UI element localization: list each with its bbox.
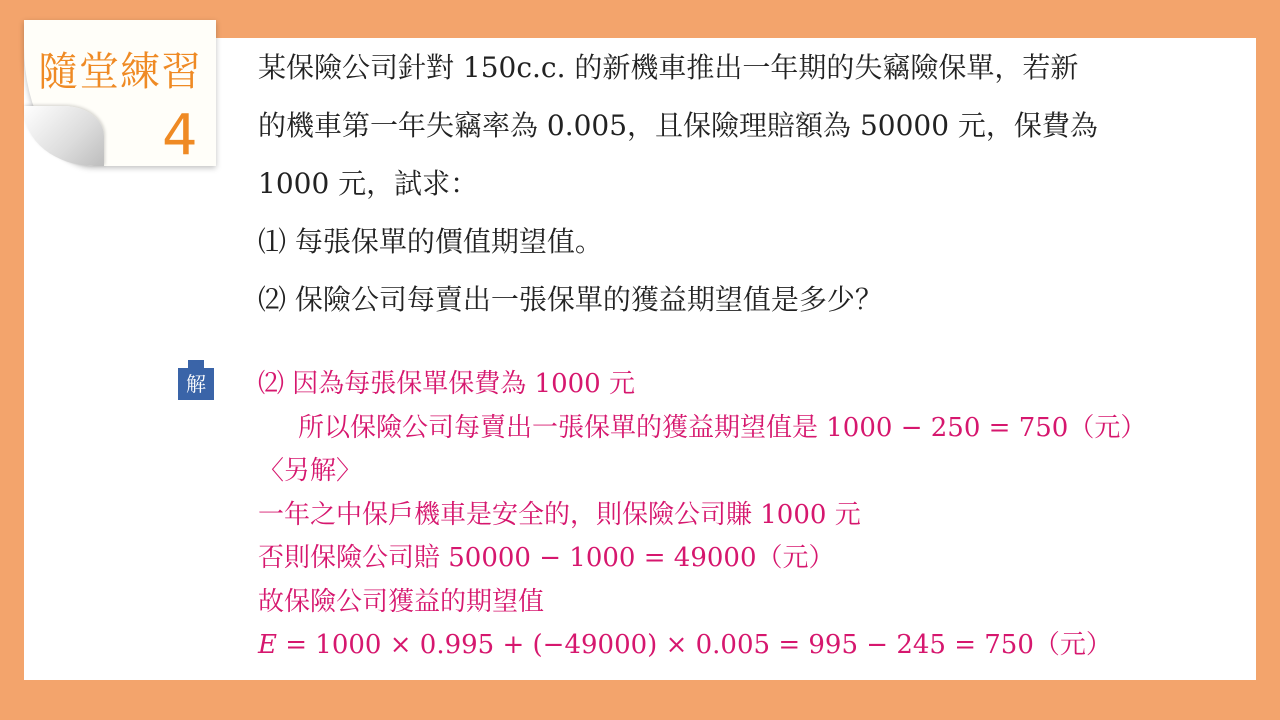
formula-variable: E — [258, 630, 277, 660]
solution-line: 所以保險公司每賣出一張保單的獲益期望值是 1000 − 250 = 750（元） — [298, 412, 1147, 443]
solution-line: 故保險公司獲益的期望值 — [258, 586, 545, 617]
badge-title: 隨堂練習 — [38, 49, 202, 95]
badge-number: 4 — [162, 103, 198, 168]
solution-text — [258, 364, 1238, 669]
question-part-2: ⑵ 保險公司每賣出一張保單的獲益期望值是多少？ — [258, 283, 883, 316]
question-line: 1000 元，試求： — [258, 167, 479, 200]
formula-expression: = 1000 × 0.995 + (−49000) × 0.005 = 995 − 245 = 750（元） — [276, 630, 1112, 660]
solution-icon-label: 解 — [178, 368, 214, 400]
expected-value-formula — [258, 625, 1238, 669]
question-line: 的機車第一年失竊率為 0.005，且保險理賠額為 50000 元，保費為 — [258, 109, 1098, 142]
solution-line: 一年之中保戶機車是安全的，則保險公司賺 1000 元 — [258, 499, 861, 530]
question-text — [258, 44, 1218, 334]
question-part-1: ⑴ 每張保單的價值期望值。 — [258, 225, 603, 258]
alternate-solution-heading: 〈另解〉 — [258, 456, 363, 486]
solution-icon-tab — [188, 360, 204, 368]
solution-icon — [178, 360, 216, 400]
practice-badge — [24, 20, 216, 166]
question-line: 某保險公司針對 150c.c. 的新機車推出一年期的失竊險保單，若新 — [258, 51, 1079, 84]
solution-line: 否則保險公司賠 50000 − 1000 = 49000（元） — [258, 543, 835, 573]
solution-line: ⑵ 因為每張保單保費為 1000 元 — [258, 369, 635, 399]
